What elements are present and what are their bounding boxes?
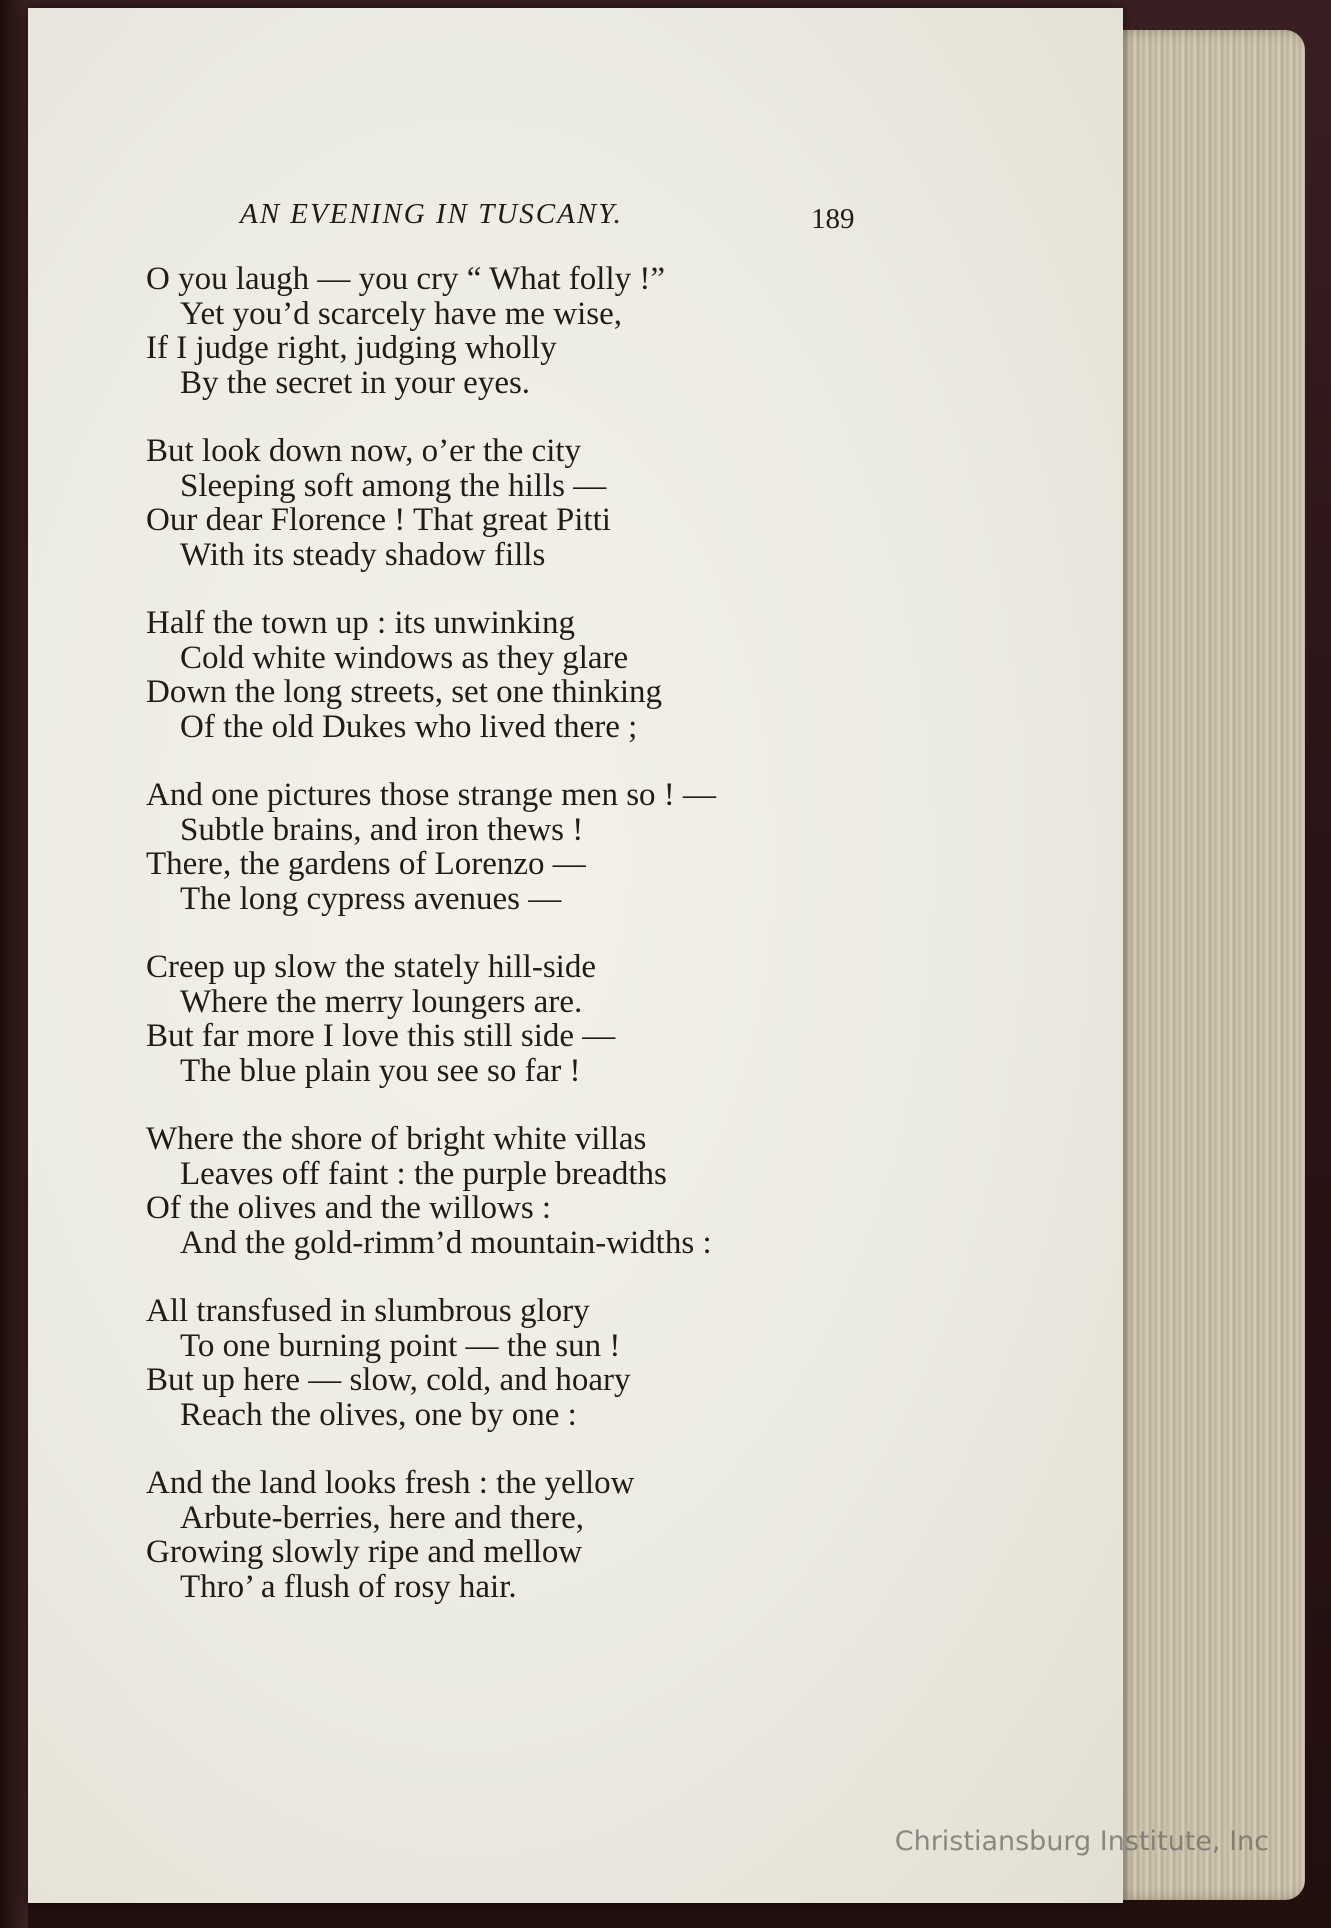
poem-line: The long cypress avenues — xyxy=(180,880,562,917)
poem-line: Reach the olives, one by one : xyxy=(180,1396,577,1433)
book-cover-edge xyxy=(0,0,28,1928)
poem-line: By the secret in your eyes. xyxy=(180,364,531,401)
poem-line: All transfused in slumbrous glory xyxy=(146,1293,590,1329)
poem-line: Half the town up : its unwinking xyxy=(146,605,575,641)
poem-body xyxy=(146,262,866,1638)
poem-line: And the gold-rimm’d mountain-widths : xyxy=(180,1224,712,1261)
stanza xyxy=(146,950,866,1088)
stanza xyxy=(146,262,866,400)
poem-line: If I judge right, judging wholly xyxy=(146,330,557,366)
poem-line: Subtle brains, and iron thews ! xyxy=(180,811,584,848)
poem-line: Down the long streets, set one thinking xyxy=(146,674,663,710)
poem-line: Of the olives and the willows : xyxy=(146,1190,552,1226)
page-number: 189 xyxy=(811,203,855,235)
poem-line: Cold white windows as they glare xyxy=(180,639,629,676)
running-title: AN EVENING IN TUSCANY. xyxy=(240,198,623,230)
poem-line: And the land looks fresh : the yellow xyxy=(146,1465,635,1501)
stanza xyxy=(146,1466,866,1604)
poem-line: O you laugh — you cry “ What folly !” xyxy=(146,261,666,297)
poem-line: And one pictures those strange men so ! — xyxy=(146,777,717,813)
poem-line: Growing slowly ripe and mellow xyxy=(146,1534,583,1570)
stanza xyxy=(146,778,866,916)
poem-line: Our dear Florence ! That great Pitti xyxy=(146,502,611,538)
poem-line: Creep up slow the stately hill-side xyxy=(146,949,596,985)
poem-line: With its steady shadow fills xyxy=(180,536,546,573)
poem-line: Arbute-berries, here and there, xyxy=(180,1499,585,1536)
poem-line: To one burning point — the sun ! xyxy=(180,1327,621,1364)
page-block-edges xyxy=(1105,30,1305,1900)
poem-line: Of the old Dukes who lived there ; xyxy=(180,708,638,745)
stanza xyxy=(146,434,866,572)
poem-line: But far more I love this still side — xyxy=(146,1018,616,1054)
poem-line: But up here — slow, cold, and hoary xyxy=(146,1362,631,1398)
stanza xyxy=(146,1122,866,1260)
poem-line: But look down now, o’er the city xyxy=(146,433,582,469)
poem-line: Thro’ a flush of rosy hair. xyxy=(180,1568,517,1605)
poem-line: Where the shore of bright white villas xyxy=(146,1121,647,1157)
poem-line: The blue plain you see so far ! xyxy=(180,1052,581,1089)
poem-line: Where the merry loungers are. xyxy=(180,983,583,1020)
stanza xyxy=(146,606,866,744)
stanza xyxy=(146,1294,866,1432)
poem-line: There, the gardens of Lorenzo — xyxy=(146,846,586,882)
poem-line: Yet you’d scarcely have me wise, xyxy=(180,295,623,332)
watermark: Christiansburg Institute, Inc xyxy=(894,1826,1269,1857)
poem-line: Sleeping soft among the hills — xyxy=(180,467,607,504)
poem-line: Leaves off faint : the purple breadths xyxy=(180,1155,667,1192)
book-page xyxy=(28,8,1123,1903)
